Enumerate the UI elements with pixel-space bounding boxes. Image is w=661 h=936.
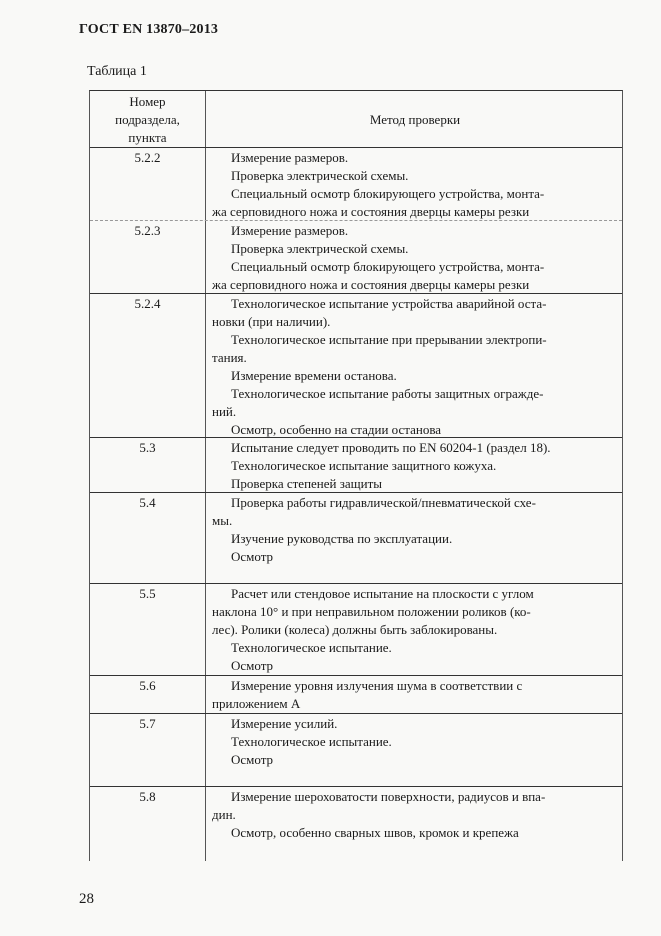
table-row: [90, 438, 622, 493]
table-row: [90, 294, 622, 438]
method-cell: Расчет или стендовое испытание на плоскости с углом наклона 10° и при неправильном положении роликов (ко- лес). Ролики (колеса) должны быть заблокированы. Технологическое испытание. Осмотр: [212, 586, 534, 673]
method-cell: Проверка работы гидравлической/пневматической схе- мы. Изучение руководства по эксплуатации. Осмотр: [212, 495, 536, 564]
table-row: [90, 221, 622, 294]
section-number: 5.7: [90, 714, 206, 786]
section-number: 5.3: [90, 438, 206, 492]
method-cell: Технологическое испытание устройства аварийной оста- новки (при наличии). Технологическое испытание при прерывании электропи- тания. Измерение времени останова. Технологическое испытание работы защитных огражде- ний. Осмотр, особенно на стадии останова: [212, 296, 547, 437]
method-cell: Измерение размеров. Проверка электрической схемы. Специальный осмотр блокирующего устройства, монта- жа серповидного ножа и состояния дверцы камеры резки: [212, 223, 545, 292]
table-row: [90, 584, 622, 676]
table-row: [90, 714, 622, 787]
table-caption: Таблица 1: [87, 64, 147, 79]
document-header: ГОСТ EN 13870–2013: [79, 22, 219, 37]
section-number: 5.6: [90, 676, 206, 713]
table-row: [90, 676, 622, 714]
section-number: 5.2.2: [90, 148, 206, 220]
table-header-row: [90, 91, 622, 148]
table-row: [90, 787, 622, 861]
method-cell: Испытание следует проводить по EN 60204-1 (раздел 18). Технологическое испытание защитного кожуха. Проверка степеней защиты: [231, 440, 551, 491]
method-cell: Измерение усилий. Технологическое испытание. Осмотр: [231, 716, 392, 767]
section-number: 5.2.3: [90, 221, 206, 293]
method-cell: Измерение уровня излучения шума в соответствии с приложением А: [212, 678, 523, 711]
section-number: 5.8: [90, 787, 206, 861]
column-header-section: Номер подраздела, пункта: [90, 91, 206, 147]
method-cell: Измерение размеров. Проверка электрической схемы. Специальный осмотр блокирующего устройства, монта- жа серповидного ножа и состояния дверцы камеры резки: [212, 150, 545, 219]
section-number: 5.4: [90, 493, 206, 583]
verification-table: [89, 90, 623, 861]
section-number: 5.2.4: [90, 294, 206, 437]
table-row: [90, 493, 622, 584]
section-number: 5.5: [90, 584, 206, 675]
column-header-method: Метод проверки: [369, 111, 461, 127]
table-row: [90, 148, 622, 221]
method-cell: Измерение шероховатости поверхности, радиусов и впа- дин. Осмотр, особенно сварных швов, кромок и крепежа: [212, 789, 546, 840]
page-number: 28: [79, 891, 94, 907]
